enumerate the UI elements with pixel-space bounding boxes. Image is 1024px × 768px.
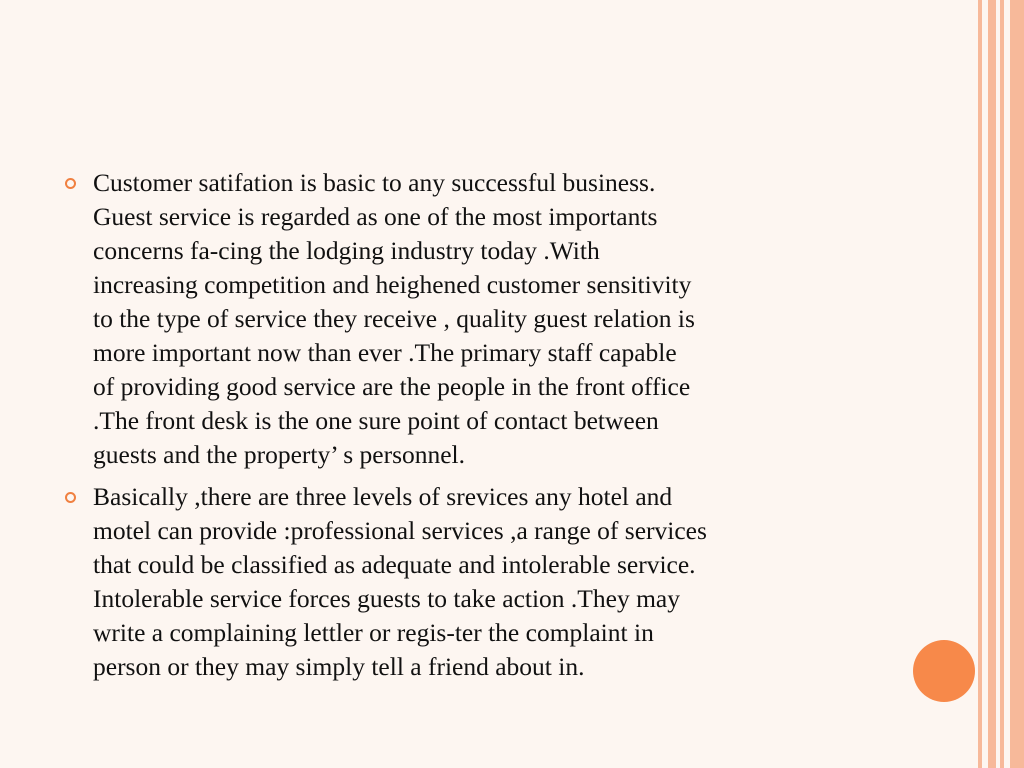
bullet-text-line: .The front desk is the one sure point of contact between <box>93 406 659 435</box>
bullet-text-line: guests and the property’ s personnel. <box>93 440 466 469</box>
bullet-text-line: increasing competition and heighened customer sensitivity <box>93 270 692 299</box>
bullet-text-line: person or they may simply tell a friend about in. <box>93 652 585 681</box>
bullet-text-line: motel can provide :professional services ,a range of services <box>93 516 707 545</box>
bullet-text-line: to the type of service they receive , quality guest relation is <box>93 304 695 333</box>
hollow-circle-bullet-icon <box>65 492 76 503</box>
decorative-stripe <box>988 0 996 768</box>
bullet-list <box>60 166 890 692</box>
bullet-text-line: Basically ,there are three levels of srevices any hotel and <box>93 482 673 511</box>
hollow-circle-bullet-icon <box>65 178 76 189</box>
bullet-text-line: concerns fa-cing the lodging industry today .With <box>93 236 600 265</box>
bullet-text-line: write a complaining lettler or regis-ter the complaint in <box>93 618 654 647</box>
bullet-text-line: Intolerable service forces guests to take action .They may <box>93 584 680 613</box>
decorative-stripe <box>978 0 982 768</box>
bullet-text-line: of providing good service are the people in the front office <box>93 372 691 401</box>
bullet-text-line: Customer satifation is basic to any successful business. <box>93 168 656 197</box>
decorative-stripe <box>1010 0 1024 768</box>
decorative-circle <box>913 640 975 702</box>
bullet-item-service-levels <box>60 480 890 684</box>
bullet-text-line: Guest service is regarded as one of the most importants <box>93 202 658 231</box>
bullet-item-customer-satisfaction <box>60 166 890 472</box>
bullet-text-line: that could be classified as adequate and intolerable service. <box>93 550 696 579</box>
decorative-stripe <box>1000 0 1004 768</box>
bullet-text-line: more important now than ever .The primary staff capable <box>93 338 677 367</box>
